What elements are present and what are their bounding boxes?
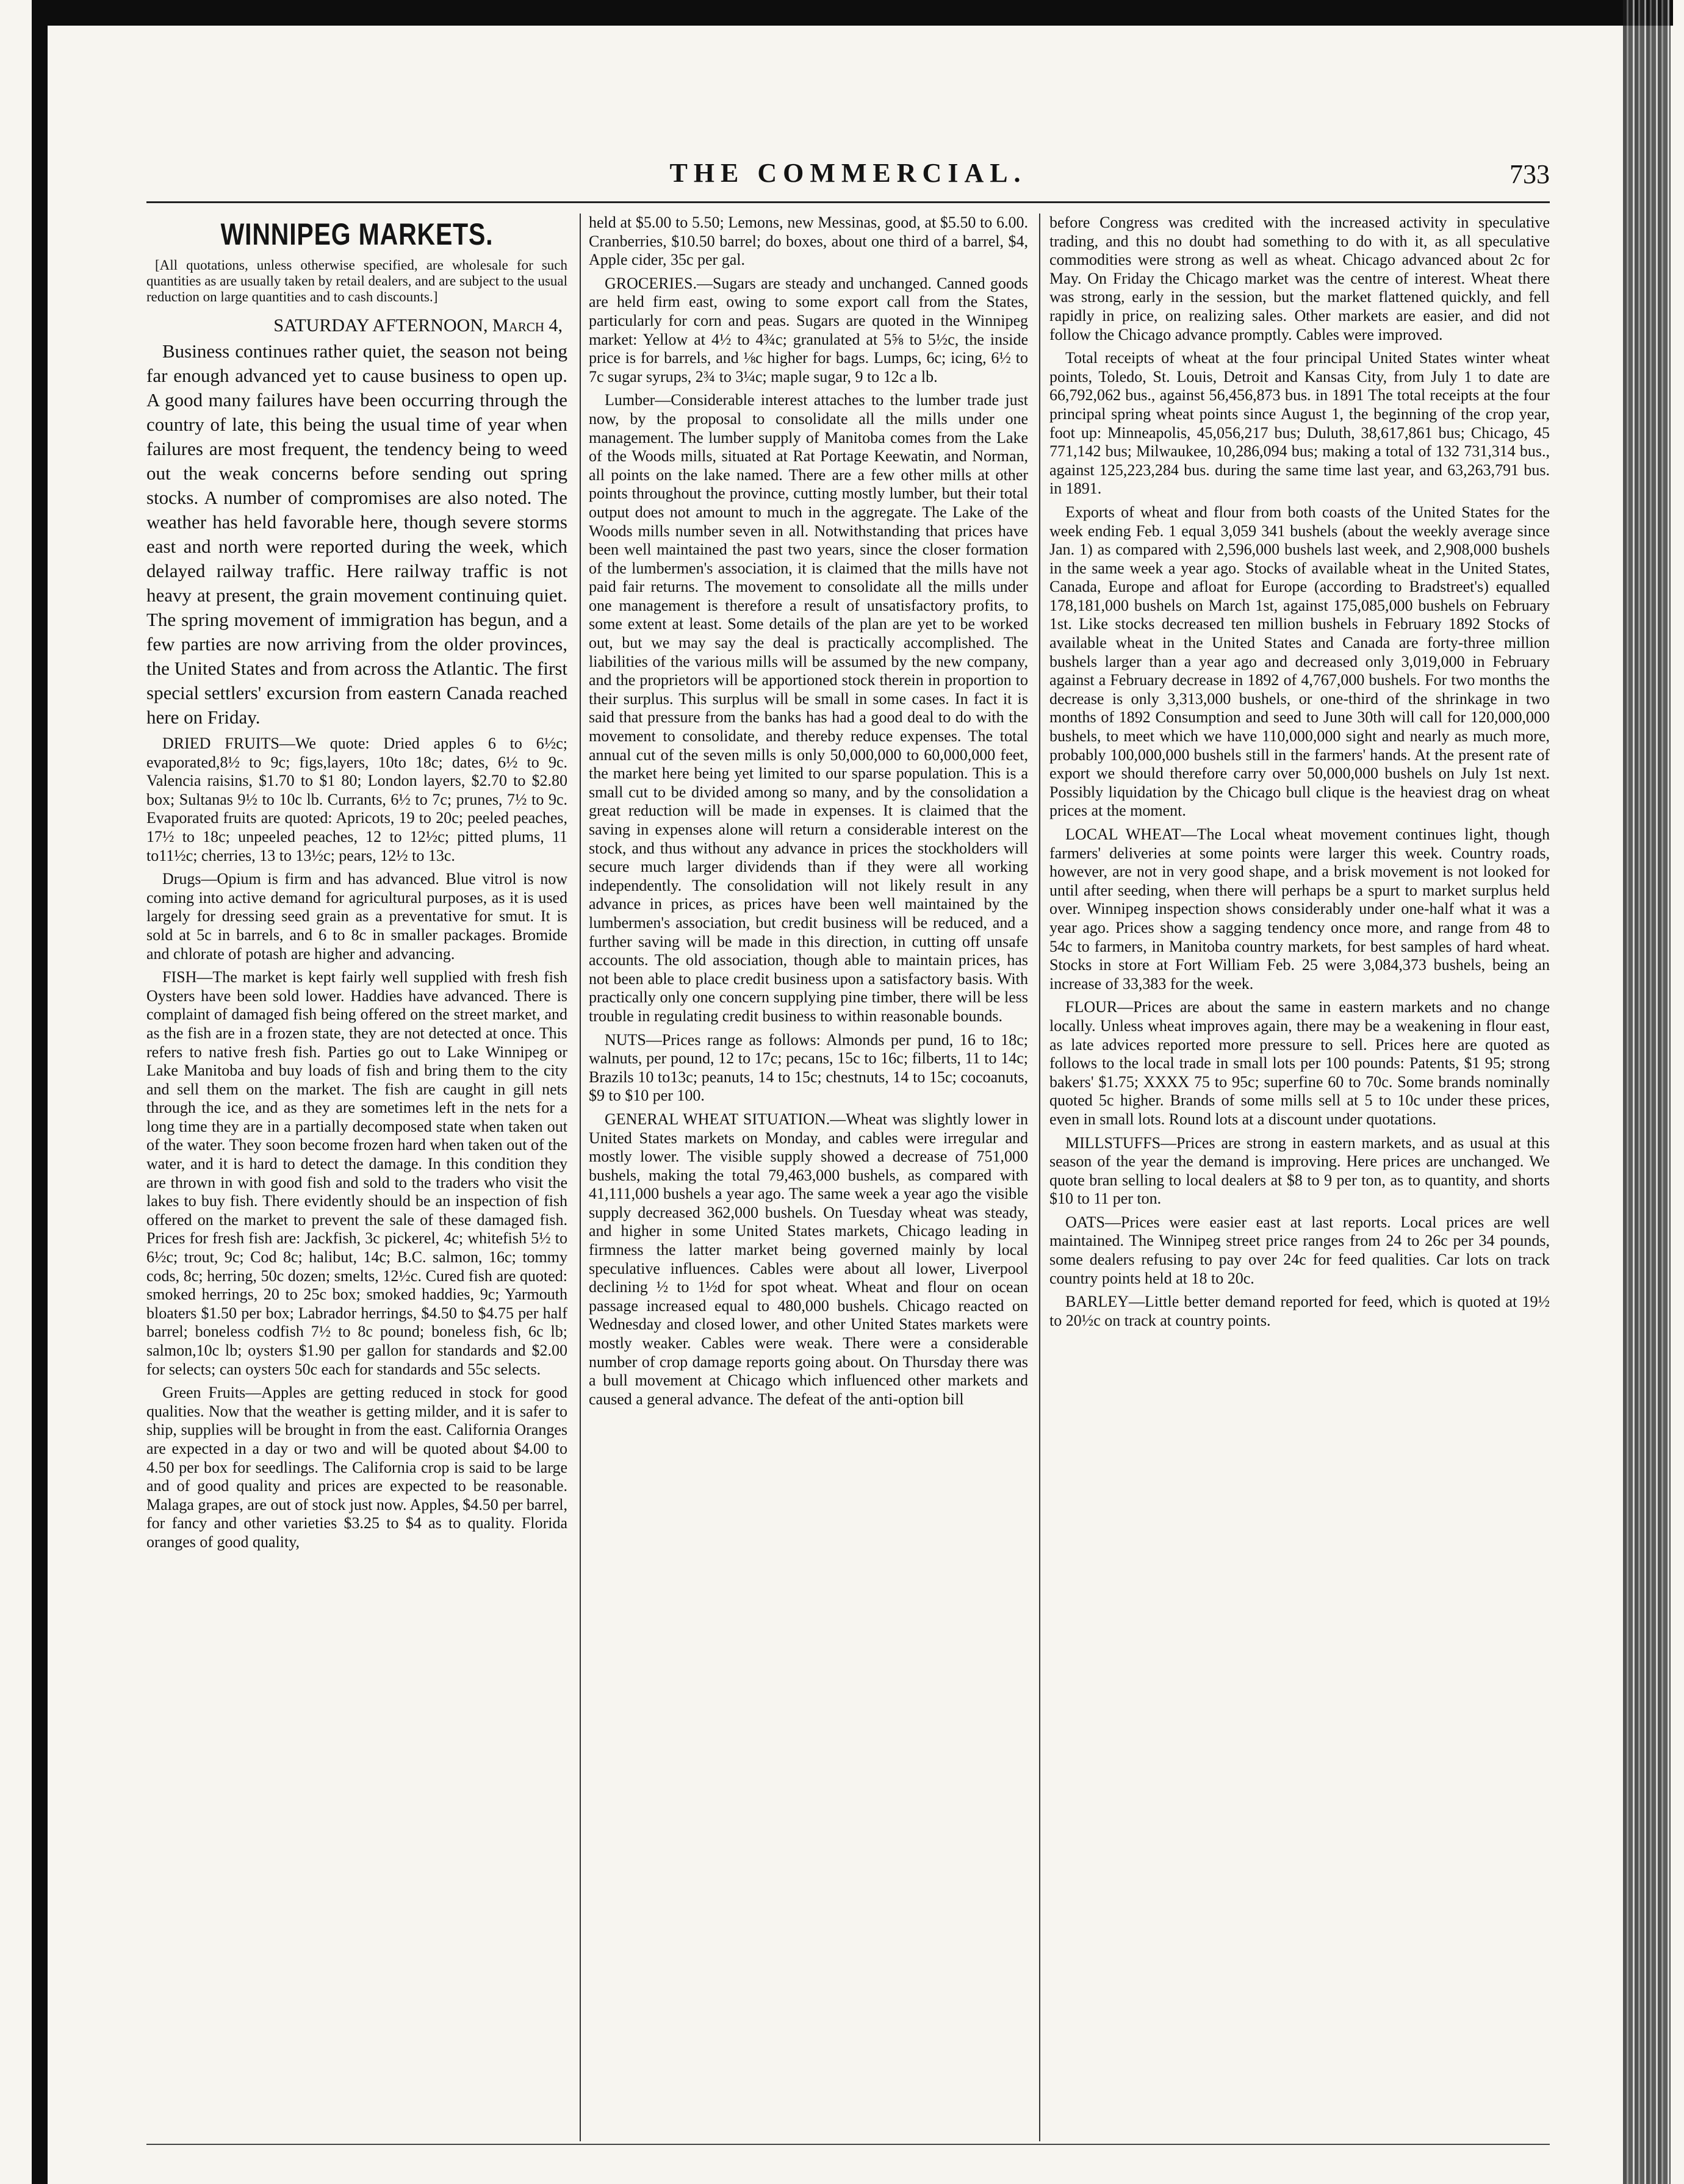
- subhead-barley: BARLEY: [1065, 1293, 1129, 1311]
- publication-title: THE COMMERCIAL.: [669, 158, 1027, 188]
- paragraph-body: .—Wheat was slightly lower in United States markets on Monday, and cables were irregular and mostly lower. The visible supply showed a decrease of 751,000 bushels, making the total 79,463,000 bushels, as compared with 41,111,000 bushels a year ago. The same week a year ago the visible supply decreased 362,000 bushels. On Tuesday wheat was steady, and higher in some United States markets, Chicago leading in firmness the latter market being governed mainly by local speculative influences. Cables were about all lower, Liverpool declining ½ to 1½d for spot wheat. Wheat and flour on ocean passage increased equal to 480,000 bushels. Chicago reacted on Wednesday and closed lower, and other United States markets were mostly weaker. Cables were weak. There were a considerable number of crop damage reports going about. On Thursday there was a bull movement at Chicago which influenced other markets and caused a general advance. The defeat of the anti-option bill: [589, 1110, 1028, 1408]
- subhead-groceries: GROCERIES: [605, 274, 693, 292]
- paragraph-body: —We quote: Dried apples 6 to 6½c; evaporated,8½ to 9c; figs,layers, 10to 18c; dates, 6½ to 9c. Valencia raisins, $1.70 to $1 80; London layers, $2.70 to $2.80 box; Sultanas 9½ to 10c lb. Currants, 6½ to 7c; prunes, 7½ to 9c. Evaporated fruits are quoted: Apricots, 19 to 20c; peeled peaches, 17½ to 18c; unpeeled peaches, 12 to 12½c; pitted plums, 11 to11½c; cherries, 13 to 13½c; pears, 12½ to 13c.: [146, 735, 567, 864]
- column-divider: [580, 214, 581, 2141]
- paragraph-business-summary: Business continues rather quiet, the season not being far enough advanced yet to cause business to open up. A good many failures have been occurring through the country of late, this being the usual time of year when failures are most frequent, the tendency being to weed out the weak concerns before sending out spring stocks. A number of compromises are also noted. The weather has held favorable here, though severe storms east and north were reported during the week, which delayed railway traffic. Here railway traffic is not heavy at present, the grain movement continuing quiet. The spring movement of immigration has begun, and a few parties are now arriving from the older provinces, the United States and from across the Atlantic. The first special settlers' excursion from eastern Canada reached here on Friday.: [146, 340, 567, 728]
- subhead-general-wheat: GENERAL WHEAT SITUATION: [605, 1110, 826, 1128]
- lead-block: [146, 339, 567, 730]
- paragraph-drugs: Drugs—Opium is firm and has advanced. Blue vitrol is now coming into active demand for agricultural purposes, as it is used largely for dressing seed grain as a preventative for smut. It is sold at 5c in barrels, and 6 to 8c in smaller packages. Bromide and chlorate of potash are higher and advancing.: [146, 870, 567, 963]
- paragraph-congress: before Congress was credited with the increased activity in speculative trading, and this no doubt had something to do with it, as all speculative commodities were strong as well as wheat. Chicago advanced about 2c for May. On Friday the Chicago market was the centre of interest. Wheat there was strong, early in the session, but the market flattened quickly, and fell rapidly in price, on realizing sales. Other markets are easier, and did not follow the Chicago advance promptly. Cables were improved.: [1049, 214, 1550, 343]
- column-1: [146, 214, 567, 2135]
- paragraph-fish: [146, 968, 567, 1379]
- paragraph-body: —The Local wheat movement continues light, though farmers' deliveries at some points were larger this week. Country roads, however, are not in very good shape, and a brisk movement is not looked for until after seeding, when there will perhaps be a spurt to market surplus held over. Winnipeg inspection shows considerably under one-half what it was a year ago. Prices show a sagging tendency once more, and range from 48 to 54c to farmers, in Manitoba country markets, for best samples of hard wheat. Stocks in store at Fort William Feb. 25 were 3,084,373 bushels, being an increase of 33,383 for the week.: [1049, 825, 1550, 993]
- scan-border-right: [1623, 0, 1671, 2184]
- paragraph-exports: Exports of wheat and flour from both coasts of the United States for the week ending Feb. 1 equal 3,059 341 bushels (about the weekly average since Jan. 1) as compared with 2,596,000 bushels last week, and 2,908,000 bushels in the same week a year ago. Stocks of available wheat in the United States, Canada, Europe and afloat for Europe (according to Bradstreet's) equalled 178,181,000 bushels on March 1st, against 175,085,000 bushels on February 1st. Like stocks decreased ten million bushels in February 1892 Stocks of available wheat in the United States and Canada are forty-three million bushels larger than a year ago and decreased only 3,019,000 in February against a February decrease in 1892 of 4,767,000 bushels. For two months the decrease is only 3,313,000 bushels, or one-third of the shrinkage in two months of 1892 Consumption and seed to June 30th will call for 120,000,000 bushels, to meet which we have 110,000,000 sight and nearly as much more, probably 100,000,000 bushels still in the farmers' hands. At the present rate of export we should therefore carry over 50,000,000 bushels on July 1st next. Possibly liquidation by the Chicago bull clique is the heaviest drag on wheat prices at the moment.: [1049, 503, 1550, 820]
- footer-rule: [146, 2144, 1550, 2145]
- paragraph-fruit-prices: held at $5.00 to 5.50; Lemons, new Messinas, good, at $5.50 to 6.00. Cranberries, $10.50 barrel; do boxes, about one third of a barrel, $4, Apple cider, 35c per gal.: [589, 214, 1028, 269]
- page-number: 733: [1509, 159, 1550, 189]
- header-rule: [146, 201, 1550, 203]
- paragraph-body: —Prices were easier east at last reports. Local prices are well maintained. The Winnipeg street price ranges from 24 to 26c per 34 pounds, some dealers refusing to pay over 24c for feed qualities. Car lots on track country points held at 18 to 20c.: [1049, 1213, 1550, 1287]
- column-2: [589, 214, 1028, 2135]
- paragraph-oats: [1049, 1213, 1550, 1288]
- column-divider: [1039, 214, 1040, 2141]
- subhead-millstuffs: MILLSTUFFS: [1065, 1133, 1161, 1152]
- paragraph-body: —The market is kept fairly well supplied with fresh fish Oysters have been sold lower. Haddies have advanced. There is complaint of damaged fish being offered on the street market, and as the fish are in a frozen state, they are not detected at once. This refers to native fresh fish. Parties go out to Lake Winnipeg or Lake Manitoba and buy loads of fish and bring them to the city and sell them on the market. The fish are caught in gill nets through the ice, and as they are sometimes left in the nets for a long time they are in a partially decomposed state when taken out of the water. They soon become frozen hard when taken out of the water, and it is hard to detect the damage. In this condition they are thrown in with good fish and sold to the traders who visit the lakes to buy fish. There evidently should be an inspection of fish offered on the market to prevent the sale of these damaged fish. Prices for fresh fish are: Jackfish, 3c pickerel, 4c; whitefish 5½ to 6½c; trout, 9c; Cod 8c; halibut, 14c; B.C. salmon, 16c; tommy cods, 8c; herring, 50c dozen; smelts, 12½c. Cured fish are quoted: smoked herrings, 20 to 25c box; smoked haddies, 9c; Yarmouth bloaters $1.50 per box; Labrador herrings, $4.50 to $4.75 per half barrel; boneless codfish 7½ to 8c pound; boneless fish, 6c lb; salmon,10c lb; oysters $1.90 per gallon for standards and $2.00 for selects; can oysters 50c each for standards and 55c selects.: [146, 968, 567, 1378]
- paragraph-nuts: [589, 1031, 1028, 1105]
- subhead-dried-fruits: DRIED FRUITS: [162, 735, 279, 752]
- paragraph-body: —Prices range as follows: Almonds per pund, 16 to 18c; walnuts, per pound, 12 to 17c; pecans, 15c to 16c; filberts, 11 to 14c; Brazils 10 to13c; peanuts, 14 to 15c; chestnuts, 14 to 15c; cocoanuts, $9 to $10 per 100.: [589, 1030, 1028, 1105]
- scan-border-left: [32, 0, 48, 2184]
- paragraph-dried-fruits: [146, 735, 567, 865]
- paragraph-body: —Prices are strong in eastern markets, and as usual at this season of the year the demand is improving. Here prices are unchanged. We quote bran selling to local dealers at $8 to 9 per ton, as to quantity, and shorts $10 to 11 per ton.: [1049, 1133, 1550, 1208]
- paragraph-body: —Prices are about the same in eastern markets and no change locally. Unless wheat improves again, there may be a weakening in flour east, as late advices reported more pressure to sell. Prices here are quoted as follows to the local trade in small lots per 100 pounds: Patents, $1 95; strong bakers' $1.75; XXXX 75 to 95c; superfine 60 to 70c. Some brands nominally quoted 5c higher. Brands of some mills sell at 5 to 10c under these prices, even in small lots. Round lots at a discount under quotations.: [1049, 998, 1550, 1128]
- paragraph-receipts: Total receipts of wheat at the four principal United States winter wheat points, Toledo, St. Louis, Detroit and Kansas City, from July 1 to date are 66,792,062 bus., against 56,456,873 bus. in 1891 The total receipts at the four principal spring wheat points since August 1, the beginning of the crop year, foot up: Minneapolis, 45,056,217 bus; Duluth, 38,617,861 bus; Chicago, 45 771,142 bus; Milwaukee, 10,286,094 bus; making a total of 132 731,314 bus., against 125,223,284 bus. during the same time last year, and 63,263,791 bus. in 1891.: [1049, 349, 1550, 498]
- paragraph-lumber: Lumber—Considerable interest attaches to the lumber trade just now, by the proposal to consolidate all the mills under one management. The lumber supply of Manitoba comes from the Lake of the Woods mills, situated at Rat Portage Keewatin, and Norman, all points on the lake named. There are a few other mills at other points throughout the province, cutting mostly lumber, but their total output does not amount to much in the aggregate. The Lake of the Woods mills number seven in all. Notwithstanding that prices have been well maintained the past two years, since the closer formation of the lumbermen's association, it is claimed that the mills have not paid fair returns. The movement to consolidate all the mills under one management is therefore a result of unsatisfactory profits, to some extent at least. Some details of the plan are yet to be worked out, but we may say the deal is practically accomplished. The liabilities of the various mills will be assumed by the new company, and the proprietors will be apportioned stock therein in proportion to their surplus. This surplus will be small in some cases. In fact it is said that pressure from the banks has had a good deal to do with the movement to consolidate, and thereby reduce expenses. The total annual cut of the seven mills is only 50,000,000 to 60,000,000 feet, the market here being yet limited to our sparse population. This is a small cut to be divided among so many, and by the consolidation a great reduction will be made in expenses. It is claimed that the saving in expenses alone will return a considerable interest on the stock, and thus without any advance in prices the stockholders will secure much larger dividends than if they were all working independently. The consolidation will not likely result in any advance in prices, as prices have been well maintained by the lumbermen's association, but credit business will be reduced, and a further saving will be made in this direction, in cutting off unsafe accounts. The old association, though able to maintain prices, has not been able to place credit business upon a satisfactory basis. With practically only one concern supplying pine timber, there will be less trouble in regulating credit business to within reasonable bounds.: [589, 391, 1028, 1025]
- paragraph-body: —Little better demand reported for feed, which is quoted at 19½ to 20½c on track at country points.: [1049, 1293, 1550, 1329]
- editorial-note: [All quotations, unless otherwise specified, are wholesale for such quantities as are usually taken by retail dealers, and are subject to the usual reduction on large quantities and to cash discounts.]: [146, 257, 567, 304]
- masthead: [146, 157, 1550, 200]
- paragraph-flour: [1049, 998, 1550, 1129]
- subhead-fish: FISH: [162, 968, 197, 986]
- column-3: [1049, 214, 1550, 2135]
- dateline: SATURDAY AFTERNOON, March 4,: [273, 315, 563, 336]
- paragraph-general-wheat: [589, 1110, 1028, 1409]
- paragraph-millstuffs: [1049, 1134, 1550, 1209]
- paragraph-local-wheat: [1049, 825, 1550, 993]
- paragraph-body: .—Sugars are steady and unchanged. Canned goods are held firm east, owing to some export call from the States, particularly for corn and peas. Sugars are quoted in the Winnipeg market: Yellow at 4½ to 4¾c; granulated at 5⅝ to 5½c, the inside price is for barrels, and ⅛c higher for bags. Lumps, 6c; icing, 6½ to 7c sugar syrups, 2¾ to 3¼c; maple sugar, 9 to 12c a lb.: [589, 274, 1028, 386]
- scan-border-top: [32, 0, 1673, 26]
- subhead-local-wheat: LOCAL WHEAT: [1065, 825, 1181, 843]
- subhead-flour: FLOUR: [1065, 998, 1118, 1016]
- subhead-nuts: NUTS: [605, 1030, 646, 1049]
- paragraph-groceries: [589, 275, 1028, 387]
- subhead-oats: OATS: [1065, 1213, 1106, 1231]
- paragraph-green-fruits: Green Fruits—Apples are getting reduced in stock for good qualities. Now that the weather is getting milder, and it is safer to ship, supplies will be brought in from the east. California Oranges are expected in a day or two and will be quoted about $4.00 to 4.50 per box for seedlings. The California crop is said to be large and of good quality and prices are expected to be reasonable. Malaga grapes, are out of stock just now. Apples, $4.50 per barrel, for fancy and other varieties $3.25 to $4 as to quality. Florida oranges of good quality,: [146, 1384, 567, 1551]
- section-title: WINNIPEG MARKETS.: [220, 217, 494, 251]
- paragraph-barley: [1049, 1293, 1550, 1330]
